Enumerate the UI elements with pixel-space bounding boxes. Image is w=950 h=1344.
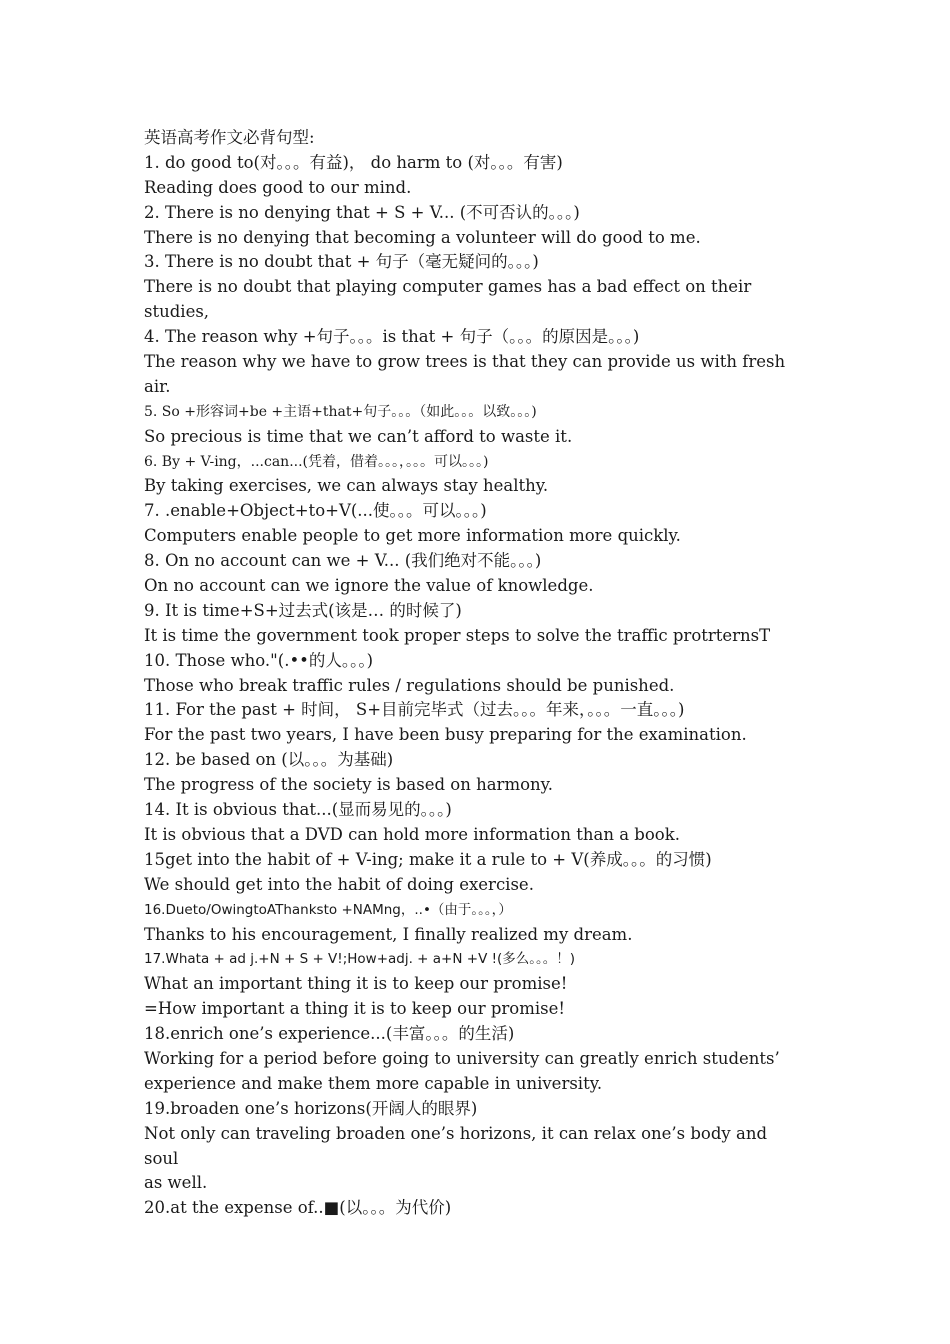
example-19-cont: soul bbox=[144, 1148, 179, 1168]
pattern-17: 17.Whata + ad j.+N + S + V!;How+adj. + a+N +V !(多么。。。！) bbox=[144, 951, 576, 968]
pattern-1: 1. do good to(对。。。有益)， do harm to (对。。。有害) bbox=[144, 152, 563, 172]
document-page bbox=[144, 126, 814, 1221]
example-19-end: as well. bbox=[144, 1173, 208, 1193]
example-3: There is no doubt that playing computer games has a bad effect on their bbox=[144, 277, 752, 297]
pattern-9: 9. It is time+S+过去式(该是… 的时候了) bbox=[144, 600, 462, 620]
example-10: Those who break traffic rules / regulations should be punished. bbox=[144, 675, 675, 695]
example-18-cont: experience and make them more capable in university. bbox=[144, 1073, 603, 1093]
example-5: So precious is time that we can’t afford to waste it. bbox=[144, 426, 573, 446]
example-3-cont: studies, bbox=[144, 302, 210, 322]
example-4-cont: air. bbox=[144, 376, 171, 396]
example-18: Working for a period before going to university can greatly enrich students’ bbox=[144, 1048, 780, 1068]
example-4: The reason why we have to grow trees is that they can provide us with fresh bbox=[144, 352, 786, 372]
pattern-3: 3. There is no doubt that + 句子（毫无疑问的。。。) bbox=[144, 252, 539, 272]
pattern-8: 8. On no account can we + V... (我们绝对不能。。。) bbox=[144, 551, 542, 571]
example-11: For the past two years, I have been busy preparing for the examination. bbox=[144, 725, 747, 745]
pattern-20: 20.at the expense of..■(以。。。为代价) bbox=[144, 1198, 452, 1218]
pattern-2: 2. There is no denying that + S + V... (不可否认的。。。) bbox=[144, 202, 580, 222]
pattern-4: 4. The reason why +句子。。。is that + 句子（。。。的原因是。。。) bbox=[144, 327, 640, 347]
pattern-15: 15get into the habit of + V-ing; make it a rule to + V(养成。。。的习惯) bbox=[144, 849, 712, 869]
pattern-12: 12. be based on (以。。。为基础) bbox=[144, 750, 394, 770]
example-17a: What an important thing it is to keep our promise! bbox=[144, 974, 568, 994]
pattern-18: 18.enrich one’s experience...(丰富。。。的生活) bbox=[144, 1024, 515, 1044]
pattern-19: 19.broaden one’s horizons(开阔人的眼界) bbox=[144, 1098, 478, 1118]
example-6: By taking exercises, we can always stay healthy. bbox=[144, 476, 549, 496]
pattern-6: 6. By + V-ing，...can...(凭着，借着。。。，。。。可以。。。) bbox=[144, 453, 489, 470]
pattern-16: 16.Dueto/OwingtoAThanksto +NAMng，..•（由于。。。，） bbox=[144, 901, 512, 918]
example-12: The progress of the society is based on harmony. bbox=[144, 775, 554, 795]
example-2: There is no denying that becoming a volunteer will do good to me. bbox=[144, 227, 701, 247]
example-16: Thanks to his encouragement, I finally realized my dream. bbox=[144, 924, 633, 944]
example-1: Reading does good to our mind. bbox=[144, 177, 412, 197]
example-8: On no account can we ignore the value of knowledge. bbox=[144, 576, 594, 596]
example-14: It is obvious that a DVD can hold more information than a book. bbox=[144, 824, 680, 844]
doc-heading: 英语高考作文必背句型: bbox=[144, 128, 315, 147]
example-17b: =How important a thing it is to keep our promise! bbox=[144, 999, 565, 1019]
pattern-11: 11. For the past + 时间， S+目前完毕式（过去。。。年来，。。。一直。。。) bbox=[144, 700, 685, 720]
example-9: It is time the government took proper steps to solve the traffic protrternsT bbox=[144, 625, 771, 645]
pattern-7: 7. .enable+Object+to+V(...使。。。可以。。。) bbox=[144, 501, 487, 521]
example-19: Not only can traveling broaden one’s horizons, it can relax one’s body and bbox=[144, 1123, 768, 1143]
example-15: We should get into the habit of doing exercise. bbox=[144, 874, 534, 894]
pattern-14: 14. It is obvious that...(显而易见的。。。) bbox=[144, 800, 452, 820]
pattern-5: 5. So +形容词+be +主语+that+句子。。。（如此。。。以致。。。) bbox=[144, 403, 537, 420]
example-7: Computers enable people to get more information more quickly. bbox=[144, 526, 681, 546]
pattern-10: 10. Those who."(.••的人。。。) bbox=[144, 650, 374, 670]
